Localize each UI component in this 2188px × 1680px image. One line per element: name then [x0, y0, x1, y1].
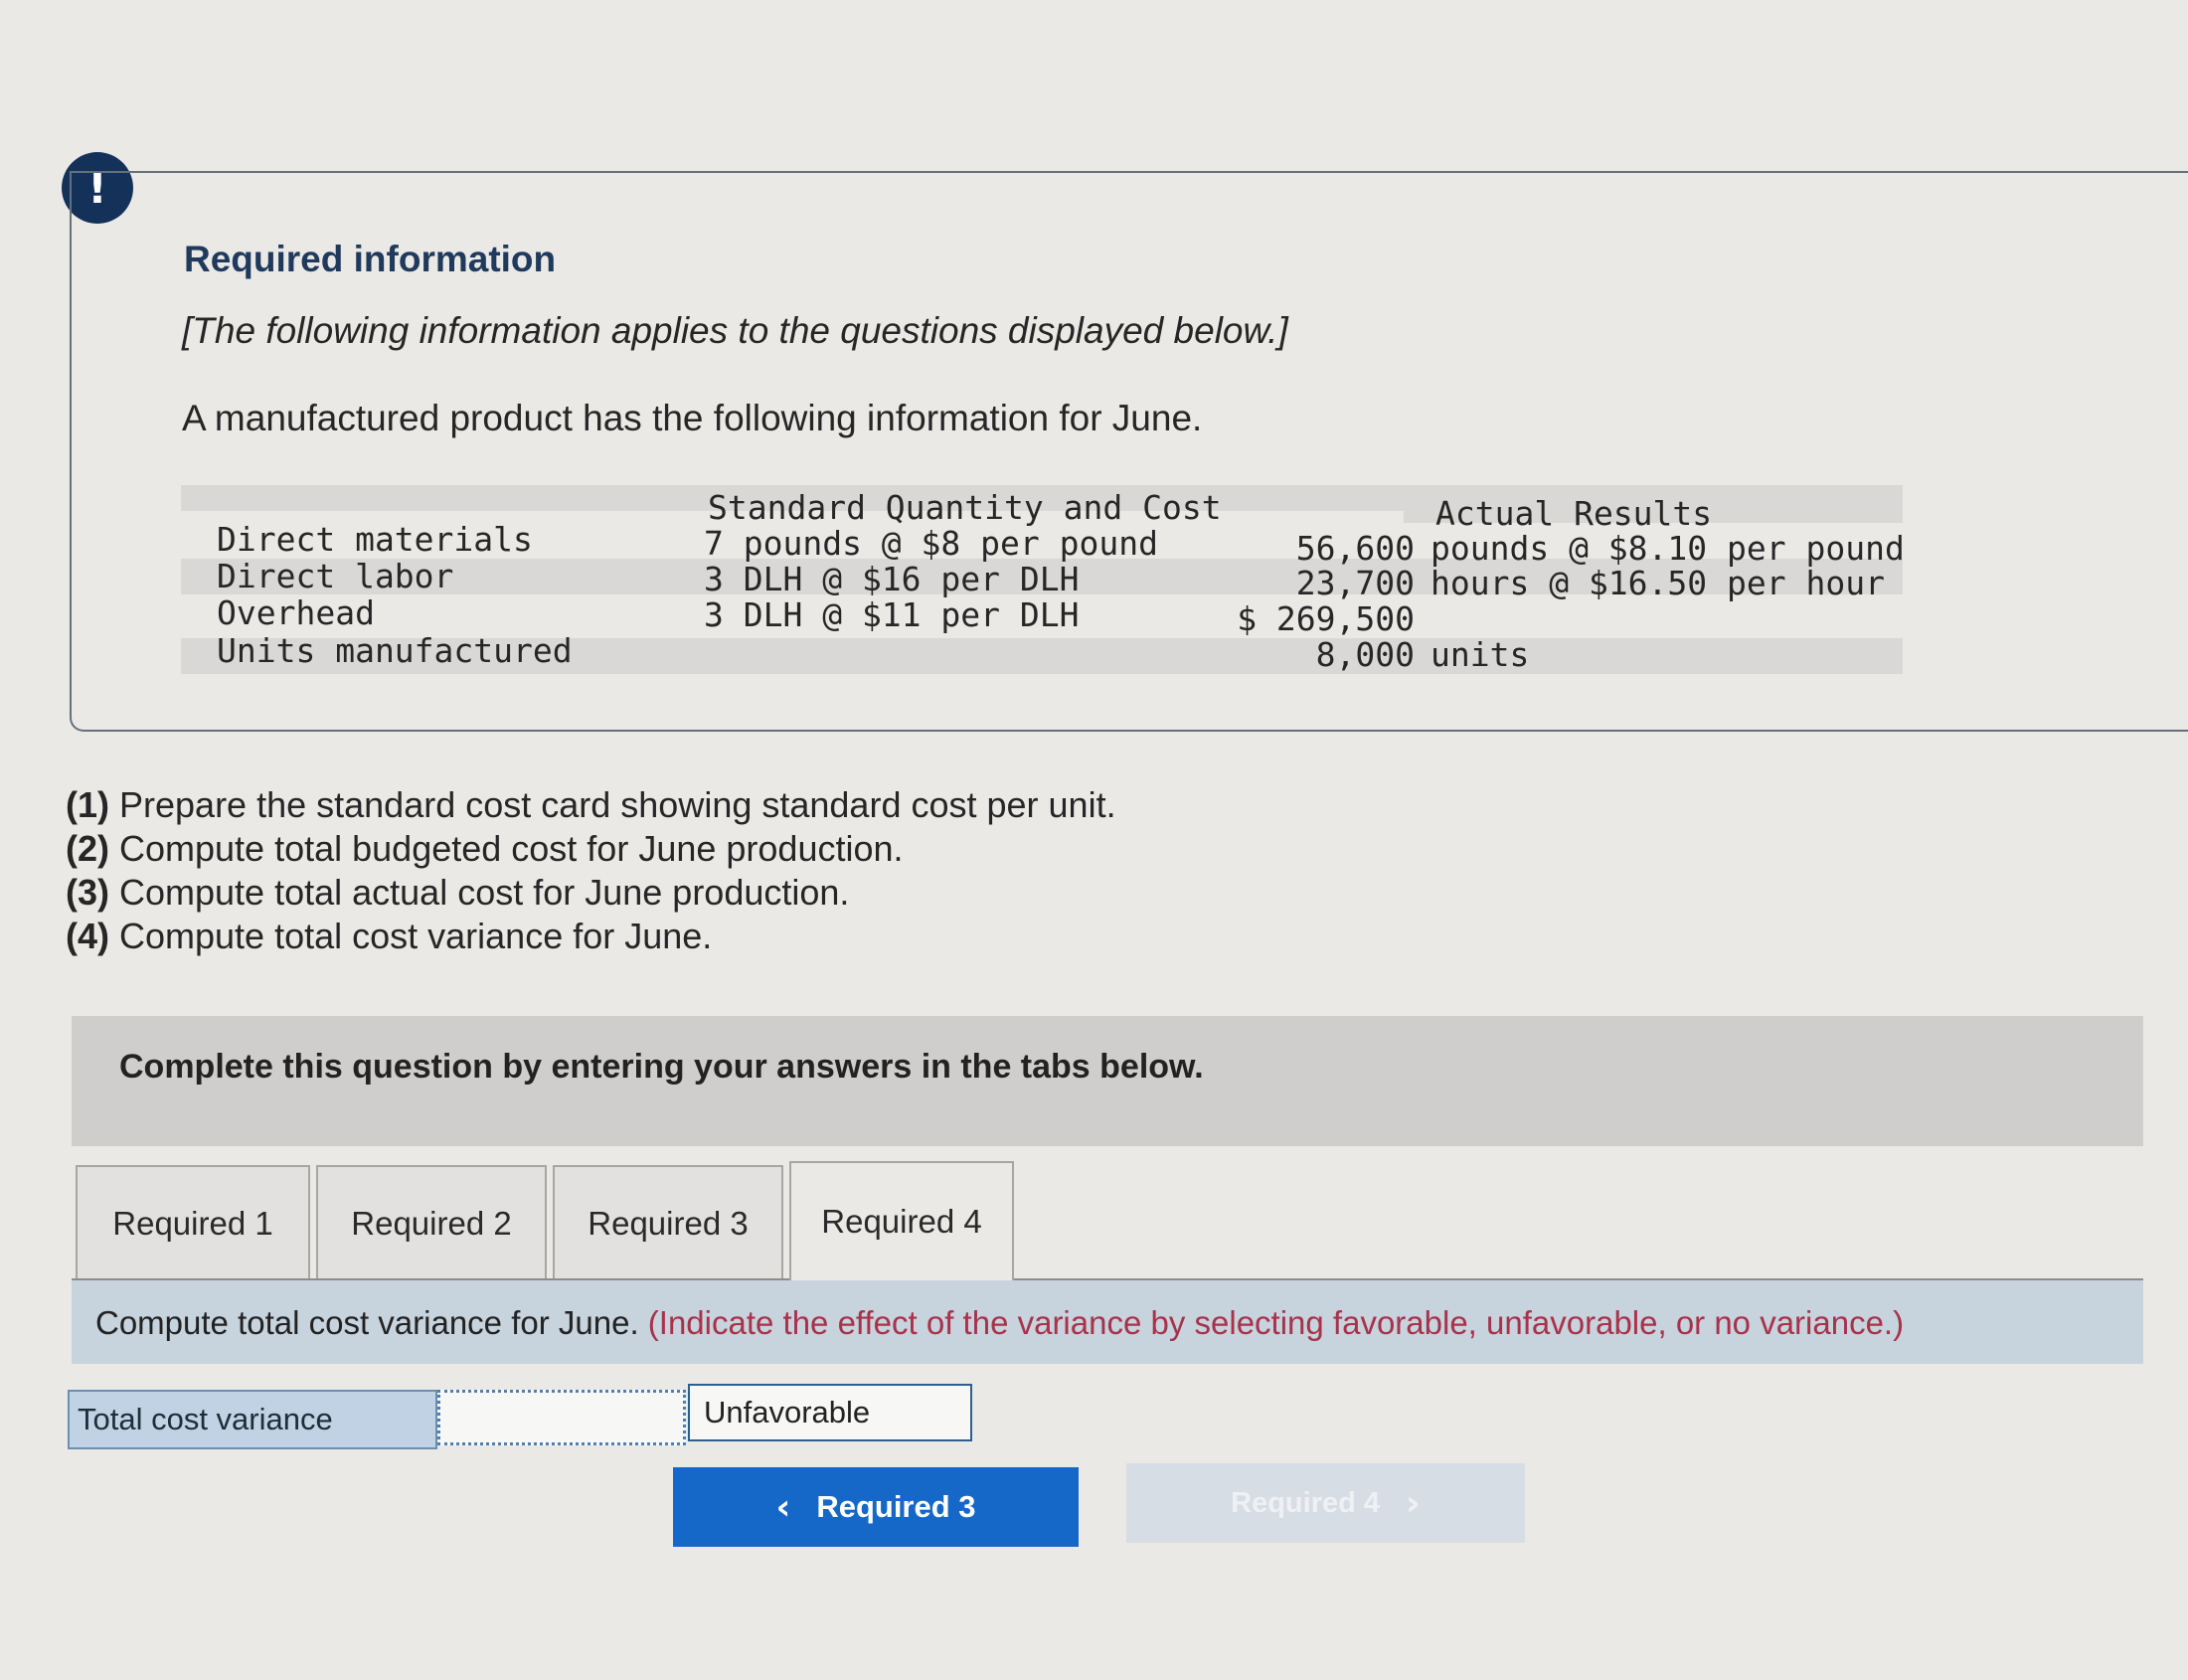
tab-required-1[interactable]: Required 1 [76, 1165, 310, 1280]
instruction-text: Compute total cost variance for June. (Indicate the effect of the variance by selecting favorable, unfavorable, or no variance.) [95, 1304, 1905, 1341]
variance-effect-select[interactable]: Unfavorable [688, 1384, 972, 1441]
question-item: (3) Compute total actual cost for June production. [66, 872, 850, 913]
banner-text: Complete this question by entering your answers in the tabs below. [119, 1048, 1204, 1086]
question-item: (4) Compute total cost variance for June. [66, 916, 713, 956]
question-list [66, 783, 1116, 958]
row-actual-amount-overhead: $ 269,500 [1237, 599, 1415, 638]
chevron-left-icon: ‹ [775, 1486, 791, 1528]
previous-required-3-button[interactable]: ‹ Required 3 [673, 1467, 1079, 1547]
next-required-4-button: Required 4 › [1126, 1463, 1525, 1543]
row-label-direct-labor: Direct labor [217, 557, 454, 595]
row-actual-amount-units-manufactured: 8,000 [1315, 635, 1415, 674]
total-cost-variance-label: Total cost variance [68, 1390, 437, 1449]
tab-required-4[interactable]: Required 4 [789, 1161, 1014, 1280]
tab-required-2[interactable]: Required 2 [316, 1165, 547, 1280]
row-label-direct-materials: Direct materials [217, 520, 533, 559]
table-header-standard: Standard Quantity and Cost [708, 488, 1222, 527]
row-standard-direct-materials: 7 pounds @ $8 per pound [704, 524, 1158, 563]
required-information-text: A manufactured product has the following information for June. [182, 398, 1203, 438]
row-standard-overhead: 3 DLH @ $11 per DLH [704, 595, 1080, 634]
chevron-right-icon: › [1406, 1482, 1421, 1524]
row-actual-detail-direct-materials: pounds @ $8.10 per pound [1431, 529, 1905, 568]
table-header-actual: Actual Results [1435, 494, 1713, 533]
required-information-title: Required information [184, 239, 557, 279]
cost-data-table [181, 485, 1903, 680]
row-label-overhead: Overhead [217, 593, 375, 632]
row-standard-direct-labor: 3 DLH @ $16 per DLH [704, 560, 1080, 598]
row-label-units-manufactured: Units manufactured [217, 631, 573, 670]
exclamation-icon: ! [62, 152, 133, 224]
instruction-note: (Indicate the effect of the variance by selecting favorable, unfavorable, or no variance.) [647, 1304, 1905, 1341]
row-actual-detail-units-manufactured: units [1431, 635, 1530, 674]
required-information-subtitle: [The following information applies to the questions displayed below.] [182, 310, 1288, 351]
question-item: (1) Prepare the standard cost card showing standard cost per unit. [66, 784, 1116, 825]
question-item: (2) Compute total budgeted cost for June production. [66, 828, 904, 869]
instructions-banner [72, 1016, 2143, 1146]
question-instruction-bar [72, 1280, 2143, 1364]
row-actual-amount-direct-materials: 56,600 [1295, 529, 1415, 568]
total-cost-variance-input[interactable] [437, 1390, 686, 1445]
tab-required-3[interactable]: Required 3 [553, 1165, 783, 1280]
row-actual-amount-direct-labor: 23,700 [1295, 564, 1415, 602]
row-actual-detail-direct-labor: hours @ $16.50 per hour [1431, 564, 1885, 602]
